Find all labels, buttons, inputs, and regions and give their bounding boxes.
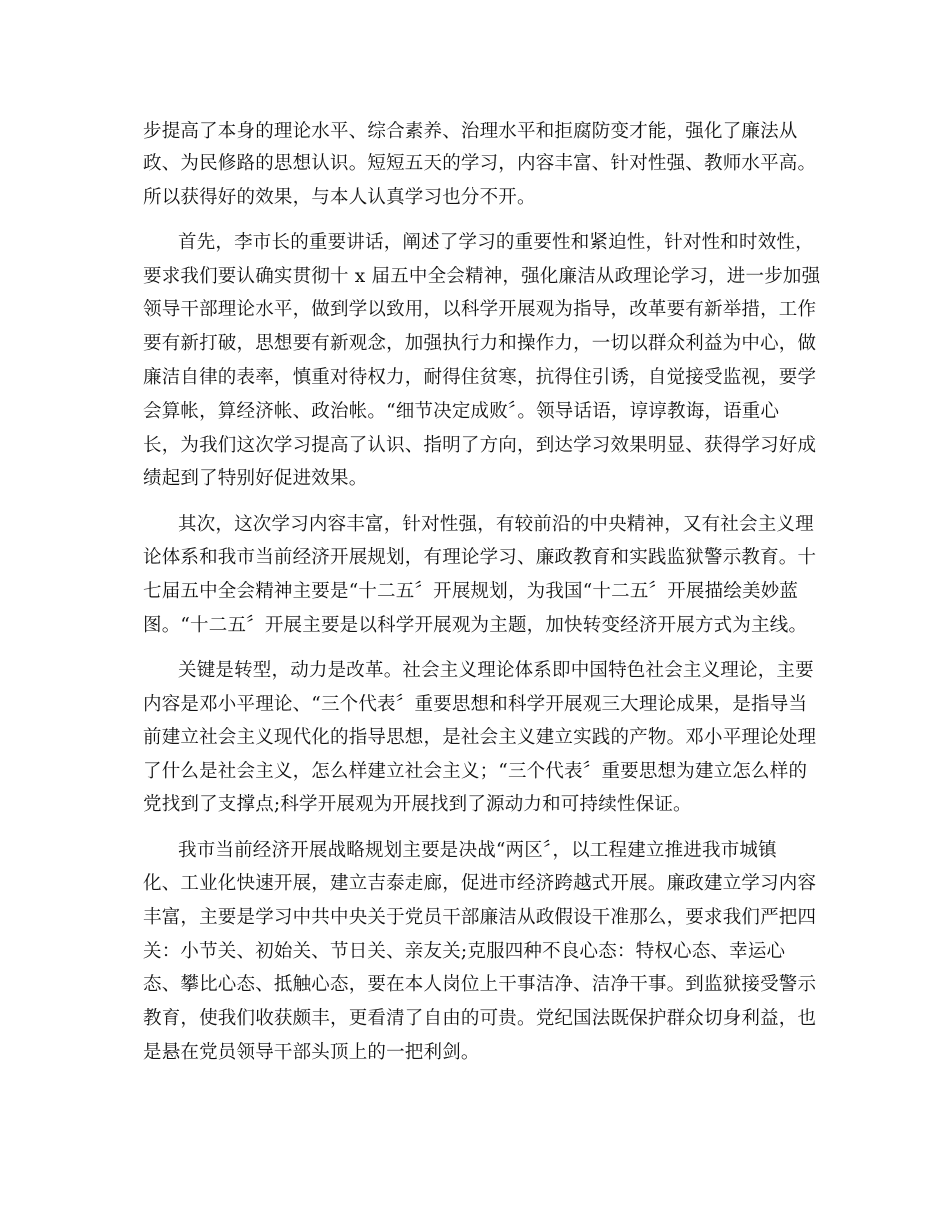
text-line: 政、为民修路的思想认识。短短五天的学习，内容丰富、针对性强、教师水平高。 <box>143 153 817 174</box>
text-line: 所以获得好的效果，与本人认真学习也分不开。 <box>143 187 536 208</box>
text-line: 丰富，主要是学习中共中央关于党员干部廉洁从政假设干准那么，要求我们严把四 <box>143 907 817 928</box>
text-line: 了什么是社会主义，怎么样建立社会主义；“三个代表〞重要思想为建立怎么样的 <box>143 761 808 782</box>
text-line: 图。“十二五〞开展主要是以科学开展观为主题，加快转变经济开展方式为主线。 <box>143 615 808 636</box>
text-line: 会算帐，算经济帐、政治帐。“细节决定成败〞。领导话语，谆谆教诲，语重心 <box>143 401 780 422</box>
text-line: 关键是转型，动力是改革。社会主义理论体系即中国特色社会主义理论，主要 <box>178 660 814 681</box>
text-line: 态、攀比心态、抵触心态，要在本人岗位上干事洁净、洁净干事。到监狱接受警示 <box>143 974 817 995</box>
text-line: 其次，这次学习内容丰富，针对性强，有较前沿的中央精神，又有社会主义理 <box>178 514 814 535</box>
text-line: 党找到了支撑点;科学开展观为开展找到了源动力和可持续性保证。 <box>143 794 692 815</box>
text-line: 内容是邓小平理论、“三个代表〞重要思想和科学开展观三大理论成果，是指导当 <box>143 694 808 715</box>
text-line: 教育，使我们收获颇丰，更看清了自由的可贵。党纪国法既保护群众切身利益，也 <box>143 1008 817 1029</box>
text-line: 廉洁自律的表率，慎重对待权力，耐得住贫寒，抗得住引诱，自觉接受监视，要学 <box>143 367 817 388</box>
text-line: 是悬在党员领导干部头顶上的一把利剑。 <box>143 1042 480 1063</box>
text-line: 关：小节关、初始关、节日关、亲友关;克服四种不良心态：特权心态、幸运心 <box>143 941 786 962</box>
text-line: 我市当前经济开展战略规划主要是决战“两区〞，以工程建立推进我市城镇 <box>178 840 777 861</box>
text-line: 绩起到了特别好促进效果。 <box>143 468 368 489</box>
text-line: 领导干部理论水平，做到学以致用，以科学开展观为指导，改革要有新举措，工作 <box>143 299 817 320</box>
text-line: 首先，李市长的重要讲话，阐述了学习的重要性和紧迫性，针对性和时效性， <box>178 232 814 253</box>
text-line: 要求我们要认确实贯彻十 x 届五中全会精神，强化廉洁从政理论学习，进一步加强 <box>143 266 821 287</box>
text-line: 前建立社会主义现代化的指导思想，是社会主义建立实践的产物。邓小平理论处理 <box>143 727 817 748</box>
text-line: 步提高了本身的理论水平、综合素养、治理水平和拒腐防变才能，强化了廉法从 <box>143 121 798 142</box>
text-line: 论体系和我市当前经济开展规划，有理论学习、廉政教育和实践监狱警示教育。十 <box>143 547 817 568</box>
text-line: 长，为我们这次学习提高了认识、指明了方向，到达学习效果明显、获得学习好成 <box>143 435 817 456</box>
text-line: 要有新打破，思想要有新观念，加强执行力和操作力，一切以群众利益为中心，做 <box>143 333 817 354</box>
text-line: 化、工业化快速开展，建立吉泰走廊，促进市经济跨越式开展。廉政建立学习内容 <box>143 873 817 894</box>
text-line: 七届五中全会精神主要是“十二五〞开展规划，为我国“十二五〞开展描绘美妙蓝 <box>143 581 799 602</box>
